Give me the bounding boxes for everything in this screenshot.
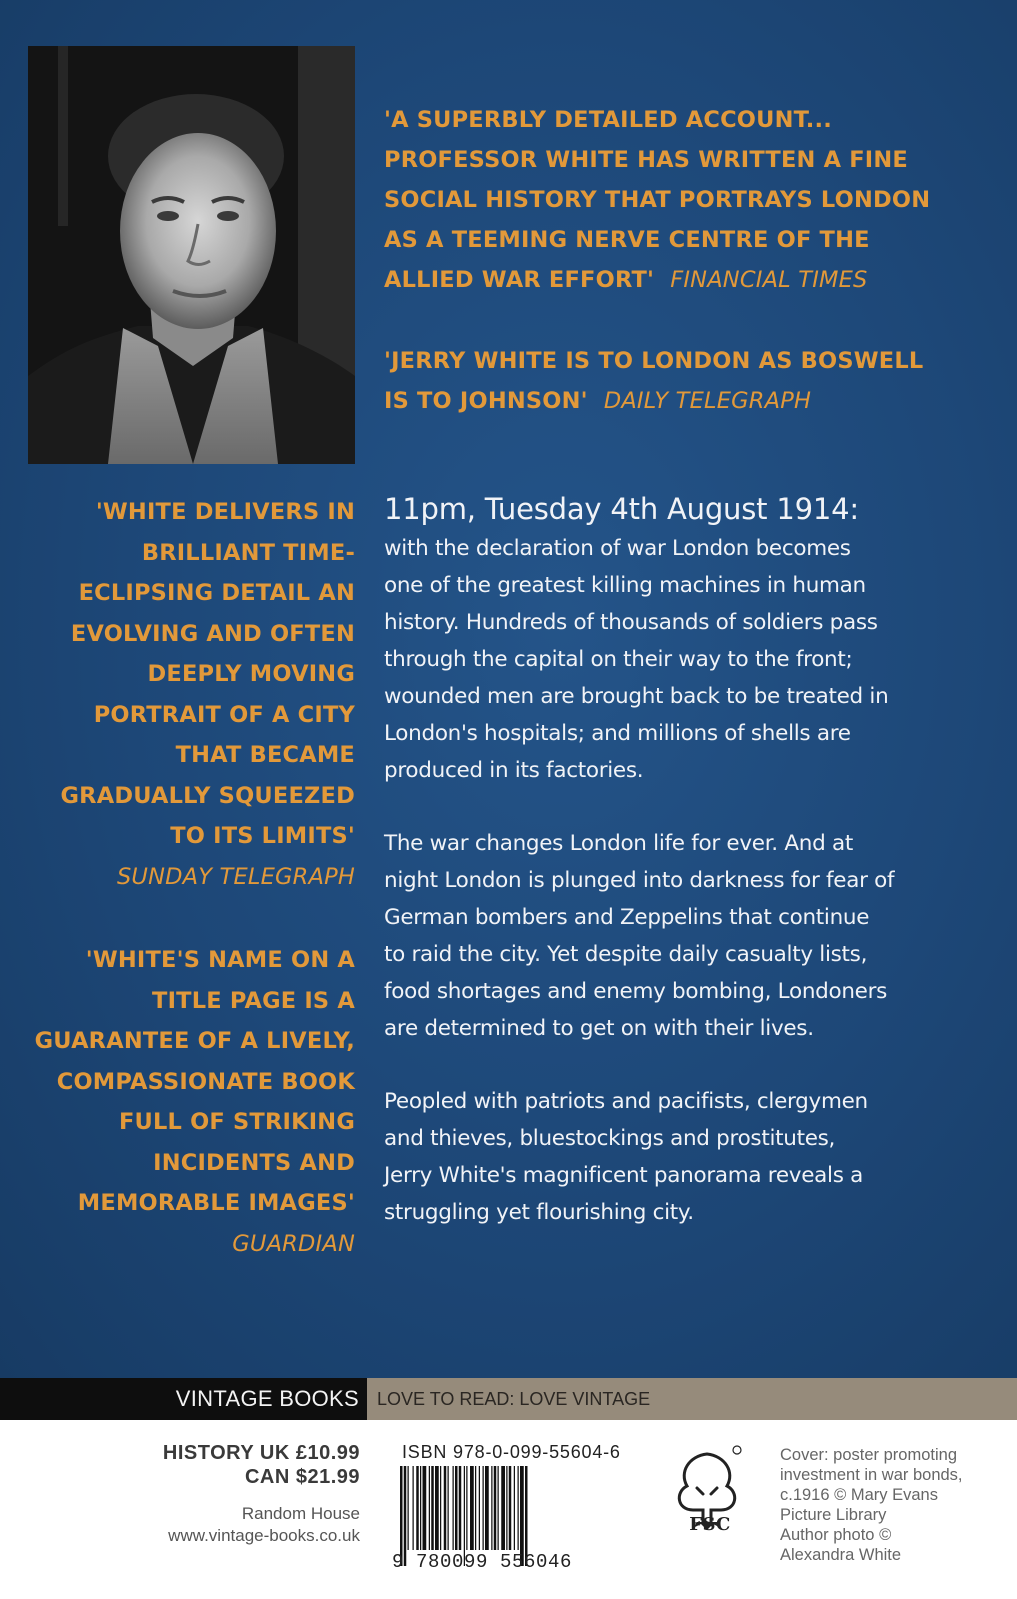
barcode-bar <box>455 1466 458 1550</box>
credit-line: Alexandra White <box>780 1546 902 1564</box>
barcode-bar <box>498 1466 499 1550</box>
barcode-bar <box>459 1466 462 1550</box>
quote-daily-telegraph <box>384 341 984 421</box>
blurb-line: produced in its factories. <box>384 758 644 783</box>
quote-financial-times <box>384 100 984 300</box>
quote-line: EVOLVING AND OFTEN <box>70 620 355 647</box>
barcode-bar <box>413 1466 414 1550</box>
quote-line: PROFESSOR WHITE HAS WRITTEN A FINE <box>384 147 908 173</box>
quote-line: BRILLIANT TIME- <box>141 539 355 566</box>
barcode-bar <box>420 1466 421 1550</box>
barcode-bar <box>491 1466 492 1550</box>
quote-line: 'A SUPERBLY DETAILED ACCOUNT... <box>384 107 832 133</box>
blurb-line: with the declaration of war London becomes <box>384 536 851 561</box>
quote-line: MEMORABLE IMAGES' <box>77 1190 355 1216</box>
quote-line: FULL OF STRIKING <box>118 1109 355 1135</box>
quote-line: GUARANTEE OF A LIVELY, <box>34 1028 355 1054</box>
quote-line: ECLIPSING DETAIL AN <box>78 580 355 606</box>
blurb-line: through the capital on their way to the front; <box>384 647 853 672</box>
credit-line: Author photo © <box>780 1526 892 1544</box>
blurb-line: Jerry White's magnificent panorama reveals a <box>384 1163 864 1188</box>
barcode-bar <box>479 1466 480 1550</box>
quote-line: DEEPLY MOVING <box>147 661 355 687</box>
blurb-line: history. Hundreds of thousands of soldiers pass <box>384 610 878 635</box>
quote-line: TO ITS LIMITS' <box>170 823 355 849</box>
barcode-bar <box>466 1466 467 1550</box>
brand-bar <box>0 1378 1017 1420</box>
fsc-label: FSC <box>689 1514 731 1535</box>
quote-line-text: ALLIED WAR EFFORT' <box>384 267 655 293</box>
price-block <box>100 1441 360 1547</box>
quote-source: FINANCIAL TIMES <box>670 267 868 293</box>
credit-line: investment in war bonds, <box>780 1466 963 1484</box>
barcode-bar <box>501 1466 505 1550</box>
blurb-line: The war changes London life for ever. And at <box>384 831 853 856</box>
quote-line: COMPASSIONATE BOOK <box>56 1068 355 1095</box>
blurb-line: to raid the city. Yet despite daily casualty lists, <box>384 942 868 967</box>
barcode-bar <box>408 1466 409 1550</box>
quote-line: THAT BECAME <box>175 742 355 768</box>
barcode-bar <box>485 1466 489 1550</box>
quote-sunday-telegraph <box>20 492 355 897</box>
price-uk: HISTORY UK £10.99 <box>162 1442 360 1464</box>
quote-line: GRADUALLY SQUEEZED <box>60 782 355 809</box>
blurb-line: German bombers and Zeppelins that continue <box>384 905 870 930</box>
quote-line: 'WHITE'S NAME ON A <box>85 947 355 973</box>
fsc-tree-icon <box>667 1444 747 1554</box>
price-can: CAN $21.99 <box>244 1466 360 1488</box>
publisher-name: Random House <box>241 1504 360 1523</box>
author-portrait-image <box>28 46 355 464</box>
barcode-bar <box>470 1466 474 1550</box>
quote-source: DAILY TELEGRAPH <box>603 388 812 414</box>
barcode-bar <box>509 1466 512 1550</box>
isbn-label: ISBN 978-0-099-55604-6 <box>402 1442 621 1462</box>
author-photo <box>28 46 355 464</box>
barcode-bar <box>429 1466 430 1550</box>
barcode-bar <box>423 1466 427 1550</box>
barcode-bar <box>494 1466 497 1550</box>
credit-line: Picture Library <box>780 1506 887 1524</box>
imprint-slogan: LOVE TO READ: LOVE VINTAGE <box>367 1378 1017 1420</box>
credit-line: c.1916 © Mary Evans <box>780 1486 938 1504</box>
quote-line: INCIDENTS AND <box>153 1149 355 1176</box>
cover-credits <box>780 1445 1010 1565</box>
barcode-bar <box>444 1466 447 1550</box>
quote-line-text: IS TO JOHNSON' <box>384 388 588 414</box>
barcode-bar <box>416 1466 419 1550</box>
blurb-line: are determined to get on with their lives. <box>384 1016 814 1041</box>
barcode-bar <box>448 1466 449 1550</box>
barcode-bar <box>431 1466 434 1550</box>
barcode-bar <box>518 1466 519 1550</box>
barcode-bar <box>453 1466 454 1550</box>
blurb-paragraph-1 <box>384 530 1004 789</box>
quote-guardian <box>20 940 355 1264</box>
quote-line: PORTRAIT OF A CITY <box>93 701 355 728</box>
barcode-bar <box>506 1466 507 1550</box>
blurb-line: London's hospitals; and millions of shells are <box>384 721 851 746</box>
blurb <box>384 488 1004 1231</box>
quote-source: GUARDIAN <box>232 1230 355 1257</box>
quote-line: TITLE PAGE IS A <box>152 987 355 1014</box>
quote-line: AS A TEEMING NERVE CENTRE OF THE <box>384 227 870 253</box>
blurb-line: one of the greatest killing machines in human <box>384 573 866 598</box>
barcode-bar <box>483 1466 484 1550</box>
blurb-line: and thieves, bluestockings and prostitutes, <box>384 1126 836 1151</box>
barcode-bar <box>435 1466 439 1550</box>
blurb-line: Peopled with patriots and pacifists, clergymen <box>384 1089 868 1114</box>
blurb-line: struggling yet flourishing city. <box>384 1200 694 1225</box>
blurb-paragraph-2 <box>384 825 1004 1047</box>
publisher-website: www.vintage-books.co.uk <box>168 1526 360 1545</box>
barcode-digits: 9 780099 556046 <box>392 1551 573 1573</box>
barcode-bar <box>440 1466 441 1550</box>
barcode-bar <box>514 1466 515 1550</box>
quote-line: SOCIAL HISTORY THAT PORTRAYS LONDON <box>384 187 931 213</box>
blurb-line: food shortages and enemy bombing, Londoners <box>384 979 888 1004</box>
credit-line: Cover: poster promoting <box>780 1446 957 1464</box>
blurb-line: night London is plunged into darkness for fear of <box>384 868 895 893</box>
blurb-paragraph-3 <box>384 1083 1004 1231</box>
barcode-bar <box>475 1466 476 1550</box>
quote-source: SUNDAY TELEGRAPH <box>116 863 355 890</box>
quote-line <box>384 381 984 421</box>
blurb-lead: 11pm, Tuesday 4th August 1914: <box>384 492 859 526</box>
quote-line <box>384 260 984 300</box>
quote-line: 'WHITE DELIVERS IN <box>95 499 355 525</box>
imprint-name: VINTAGE BOOKS <box>0 1378 367 1420</box>
quote-line: 'JERRY WHITE IS TO LONDON AS BOSWELL <box>384 348 924 374</box>
blurb-line: wounded men are brought back to be treated in <box>384 684 889 709</box>
